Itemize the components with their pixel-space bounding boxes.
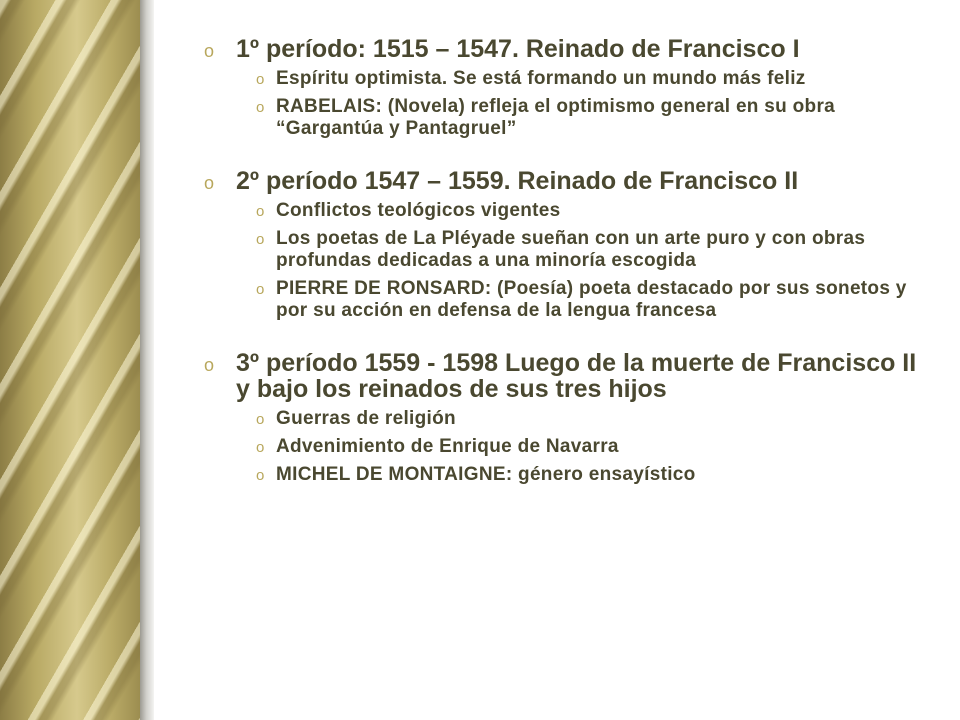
- list-item: [200, 408, 920, 430]
- list-item: [200, 464, 920, 486]
- list-item-text: PIERRE DE RONSARD: (Poesía) poeta destacado por sus sonetos y por su acción en defensa de la lengua francesa: [276, 278, 907, 321]
- bullet-icon: o: [256, 411, 265, 428]
- list-item-text: Espíritu optimista. Se está formando un mundo más feliz: [276, 68, 806, 89]
- bullet-icon: o: [256, 281, 265, 298]
- list-item: [200, 436, 920, 458]
- list-item: [200, 96, 920, 140]
- bullet-icon: o: [256, 203, 265, 220]
- section-period-1: [200, 36, 920, 140]
- bullet-icon: o: [204, 41, 215, 61]
- list-item-text: Guerras de religión: [276, 408, 456, 429]
- period-2-heading-text: 2º período 1547 – 1559. Reinado de Francisco II: [236, 167, 799, 195]
- bullet-icon: o: [204, 173, 215, 193]
- period-1-heading: [200, 36, 920, 62]
- period-1-heading-text: 1º período: 1515 – 1547. Reinado de Francisco I: [236, 35, 800, 63]
- section-period-2: [200, 168, 920, 322]
- list-item: [200, 68, 920, 90]
- bullet-icon: o: [204, 355, 215, 375]
- bullet-icon: o: [256, 439, 265, 456]
- bullet-icon: o: [256, 71, 265, 88]
- list-item-text: MICHEL DE MONTAIGNE: género ensayístico: [276, 464, 696, 485]
- decorative-band-shadow: [140, 0, 154, 720]
- slide-content: [200, 36, 920, 514]
- bullet-icon: o: [256, 231, 265, 248]
- list-item-text: Los poetas de La Pléyade sueñan con un arte puro y con obras profundas dedicadas a una minoría escogida: [276, 228, 866, 271]
- decorative-gold-band: [0, 0, 140, 720]
- bullet-icon: o: [256, 467, 265, 484]
- list-item: [200, 200, 920, 222]
- list-item-text: Conflictos teológicos vigentes: [276, 200, 561, 221]
- period-2-heading: [200, 168, 920, 194]
- section-period-3: [200, 350, 920, 486]
- period-3-heading-text: 3º período 1559 - 1598 Luego de la muerte de Francisco II y bajo los reinados de sus tres hijos: [236, 349, 917, 403]
- list-item: [200, 228, 920, 272]
- list-item: [200, 278, 920, 322]
- list-item-text: RABELAIS: (Novela) refleja el optimismo general en su obra “Gargantúa y Pantagruel”: [276, 96, 836, 139]
- period-3-heading: [200, 350, 920, 402]
- bullet-icon: o: [256, 99, 265, 116]
- list-item-text: Advenimiento de Enrique de Navarra: [276, 436, 619, 457]
